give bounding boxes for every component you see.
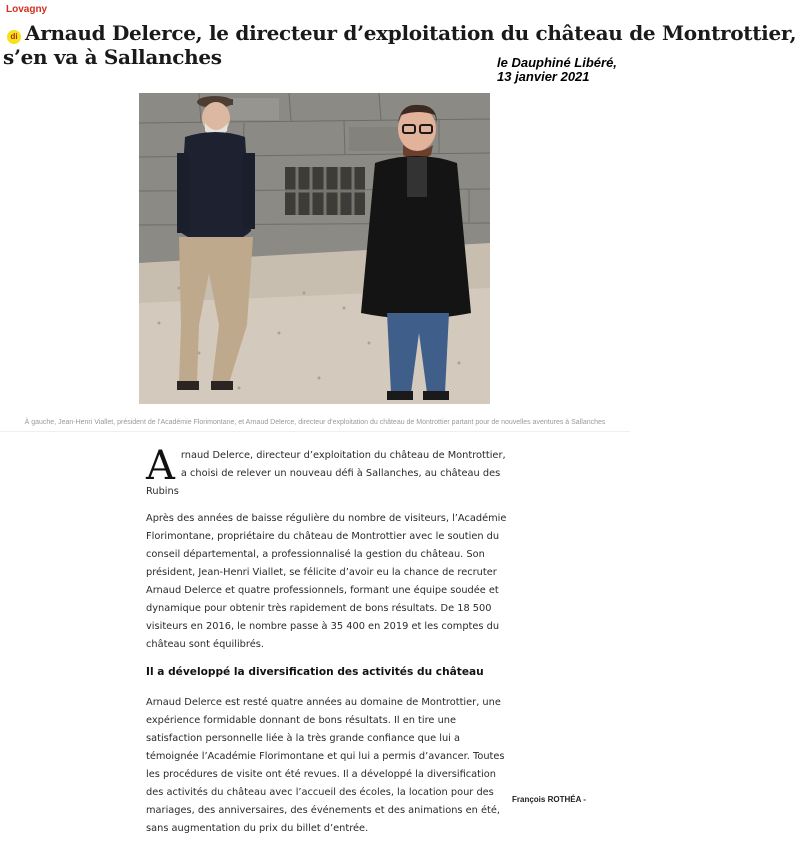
photo-caption: À gauche, Jean-Henri Viallet, président de l'Académie Florimontane, et Arnaud Delerce, directeur d'exploitation du château de Montrottier partant pour de nouvelles aventures à Sallanches [24,419,606,426]
lead-paragraph [146,443,508,501]
source-note [497,56,617,84]
section-label: Lovagny [6,4,48,15]
headline-line-1: Arnaud Delerce, le directeur d’exploitation du château de Montrottier, [25,21,796,45]
paragraph-1: Après des années de baisse régulière du nombre de visiteurs, l’Académie Florimontane, propriétaire du château de Montrottier avec le soutien du conseil départemental, a professionnalisé la gestion du château. Son président, Jean-Henri Viallet, se félicite d’avoir eu la chance de recruter Arnaud Delerce et quatre professionnels, formant une équipe soudée et dynamique pour obtenir très rapidement de bons résultats. De 18 500 visiteurs en 2016, le nombre passe à 35 400 en 2019 et les comptes du château sont équilibrés. [146,513,507,650]
subheading: Il a développé la diversification des activités du château [146,666,484,678]
divider [0,431,630,432]
article-body [146,443,508,847]
lead-text: rnaud Delerce, directeur d’exploitation du château de Montrottier, a choisi de relever un nouveau défi à Sallanches, au château des Rubins [146,450,506,497]
source-date: 13 janvier 2021 [497,69,590,84]
paragraph-2: Arnaud Delerce est resté quatre années au domaine de Montrottier, une expérience formidable donnant de bons résultats. Il en tire une satisfaction personnelle liée à la très grande confiance que lui a témoignée l’Académie Florimontane et qui lui a permis d’avancer. Toutes les procédures de visite ont été revues. Il a développé la diversification des activités du château avec l’accueil des écoles, la location pour des mariages, des anniversaires, des événements et des animations en été, sans augmentation du prix du billet d’entrée. [146,697,505,834]
source-publication: le Dauphiné Libéré, [497,55,617,70]
author-byline: François ROTHÉA - [512,795,586,804]
headline-line-2: s’en va à Sallanches [3,45,222,69]
article-photo [139,93,490,404]
di-badge: di [7,30,21,44]
drop-cap: A [146,443,175,489]
